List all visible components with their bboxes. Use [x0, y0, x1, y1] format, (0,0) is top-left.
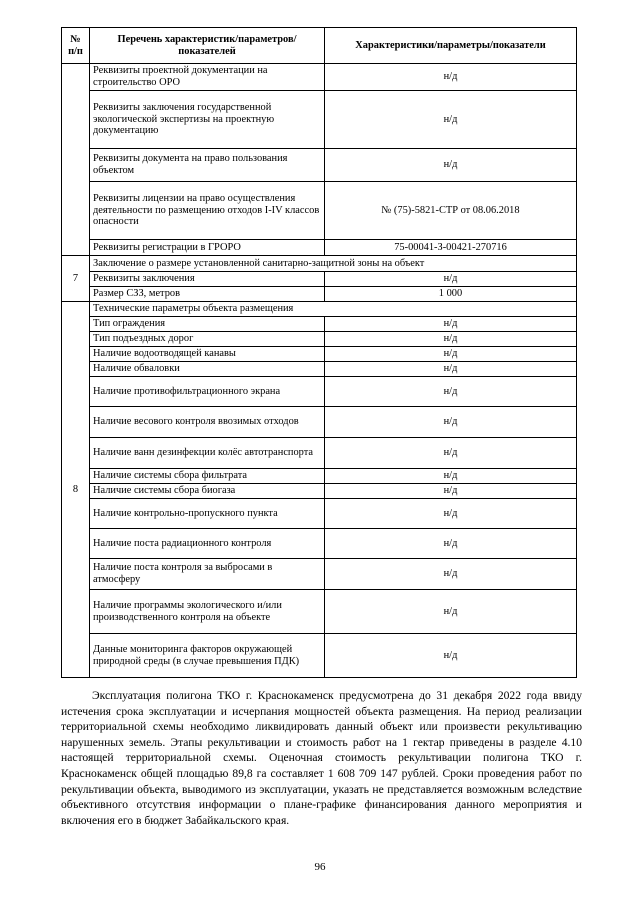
body-paragraph: Эксплуатация полигона ТКО г. Краснокаменск предусмотрена до 31 декабря 2022 года ввиду истечения срока эксплуатации и исчерпания мощностей объекта размещения. На период реализации территориальной схемы необходимо ликвидировать данный объект или произвести рекультивацию нарушенных земель. Этапы рекультивации и стоимость работ на 1 гектар приведены в разделе 4.10 настоящей территориальной схемы. Оценочная стоимость рекультивации полигона ТКО г. Краснокаменск общей площадью 89,8 га составляет 1 608 709 147 рублей. Сроки проведения работ по рекультивации объекта, выводимого из эксплуатации, указать не представляется возможным вследствие объективного отсутствия информации о плане-графике финансирования данного мероприятия и включения его в бюджет Забайкальского края.: [61, 689, 582, 827]
row-value: н/д: [325, 529, 577, 559]
row-value: н/д: [325, 484, 577, 499]
table-row: [62, 272, 577, 287]
row-value: 75-00041-З-00421-270716: [325, 240, 577, 256]
row-value: н/д: [325, 559, 577, 590]
table-row: [62, 182, 577, 240]
row-label: Наличие программы экологического и/или производственного контроля на объекте: [90, 590, 325, 634]
section-8-header: [62, 302, 577, 317]
table-row: [62, 91, 577, 149]
header-values: Характеристики/параметры/показатели: [325, 28, 577, 64]
table-row: [62, 590, 577, 634]
row-label: Наличие поста контроля за выбросами в атмосферу: [90, 559, 325, 590]
table-row: [62, 347, 577, 362]
table-row: [62, 317, 577, 332]
row-label: Наличие весового контроля ввозимых отходов: [90, 407, 325, 438]
row-label: Размер СЗЗ, метров: [90, 287, 325, 302]
row-label: Данные мониторинга факторов окружающей природной среды (в случае превышения ПДК): [90, 634, 325, 678]
row-value: № (75)-5821-СТР от 08.06.2018: [325, 182, 577, 240]
row-label: Наличие контрольно-пропускного пункта: [90, 499, 325, 529]
row-value: н/д: [325, 499, 577, 529]
row-label: Наличие системы сбора биогаза: [90, 484, 325, 499]
row-label: Наличие водоотводящей канавы: [90, 347, 325, 362]
body-text-block: [61, 688, 582, 828]
section-8-title: Технические параметры объекта размещения: [90, 302, 577, 317]
page-number: 96: [314, 861, 326, 873]
table-row: [62, 240, 577, 256]
row-label: Реквизиты регистрации в ГРОРО: [90, 240, 325, 256]
header-num: № п/п: [62, 28, 90, 64]
table-row: [62, 484, 577, 499]
row-label: Реквизиты заключения государственной экологической экспертизы на проектную документацию: [90, 91, 325, 149]
row-label: Реквизиты документа на право пользования объектом: [90, 149, 325, 182]
table-row: [62, 469, 577, 484]
row-label: Реквизиты проектной документации на строительство ОРО: [90, 64, 325, 91]
row-num-empty: [62, 64, 90, 256]
table-row: [62, 529, 577, 559]
table-row: [62, 438, 577, 469]
row-label: Наличие системы сбора фильтрата: [90, 469, 325, 484]
row-label: Реквизиты лицензии на право осуществления деятельности по размещению отходов I-IV классов опасности: [90, 182, 325, 240]
section-7-header: [62, 256, 577, 272]
row-label: Тип ограждения: [90, 317, 325, 332]
row-value: 1 000: [325, 287, 577, 302]
row-label: Наличие поста радиационного контроля: [90, 529, 325, 559]
row-label: Реквизиты заключения: [90, 272, 325, 287]
table-row: [62, 634, 577, 678]
header-list: Перечень характеристик/параметров/показателей: [90, 28, 325, 64]
row-value: н/д: [325, 377, 577, 407]
row-value: н/д: [325, 634, 577, 678]
row-value: н/д: [325, 149, 577, 182]
table-row: [62, 559, 577, 590]
table-row: [62, 332, 577, 347]
row-value: н/д: [325, 272, 577, 287]
row-value: н/д: [325, 64, 577, 91]
row-value: н/д: [325, 362, 577, 377]
table-header-row: [62, 28, 577, 64]
row-value: н/д: [325, 332, 577, 347]
table-row: [62, 377, 577, 407]
table-row: [62, 407, 577, 438]
table-row: [62, 64, 577, 91]
section-7-title: Заключение о размере установленной санитарно-защитной зоны на объект: [90, 256, 577, 272]
row-value: н/д: [325, 469, 577, 484]
row-label: Наличие ванн дезинфекции колёс автотранспорта: [90, 438, 325, 469]
table-row: [62, 499, 577, 529]
row-value: н/д: [325, 347, 577, 362]
row-value: н/д: [325, 590, 577, 634]
table-row: [62, 287, 577, 302]
section-8-num: 8: [62, 302, 90, 678]
characteristics-table: [61, 27, 577, 678]
row-value: н/д: [325, 407, 577, 438]
table-row: [62, 149, 577, 182]
row-value: н/д: [325, 317, 577, 332]
row-value: н/д: [325, 438, 577, 469]
row-label: Наличие противофильтрационного экрана: [90, 377, 325, 407]
row-value: н/д: [325, 91, 577, 149]
row-label: Наличие обваловки: [90, 362, 325, 377]
section-7-num: 7: [62, 256, 90, 302]
row-label: Тип подъездных дорог: [90, 332, 325, 347]
table-row: [62, 362, 577, 377]
